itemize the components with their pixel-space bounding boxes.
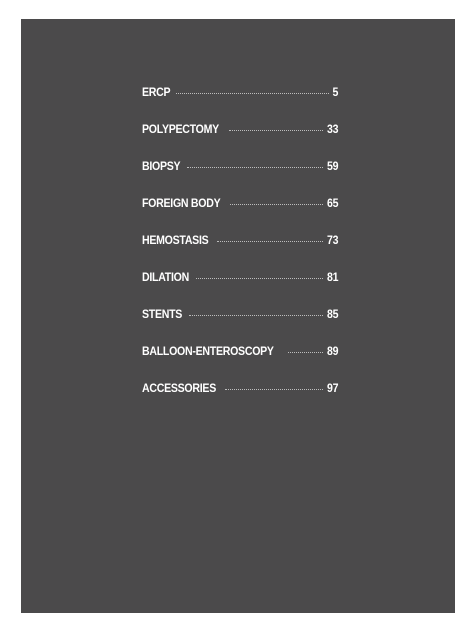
toc-entry-title: FOREIGN BODY [142,198,221,210]
toc-entry-foreign-body[interactable] [142,198,338,235]
toc-entry-title: HEMOSTASIS [142,235,209,247]
toc-entry-page-number: 85 [326,309,338,321]
toc-entry-accessories[interactable] [142,383,338,420]
toc-dot-leader [288,352,323,353]
toc-dot-leader [225,389,322,390]
toc-entry-page-number: 59 [326,161,338,173]
toc-entry-page-number: 65 [326,198,338,210]
toc-entry-page-number: 81 [326,272,338,284]
toc-entry-balloon-enteroscopy[interactable] [142,346,338,383]
toc-entry-page-number: 33 [326,124,338,136]
toc-entry-biopsy[interactable] [142,161,338,198]
toc-entry-title: ERCP [142,87,171,99]
toc-entry-page-number: 89 [326,346,338,358]
table-of-contents [142,87,338,420]
toc-entry-page-number: 97 [326,383,338,395]
toc-entry-title: DILATION [142,272,189,284]
toc-entry-title: POLYPECTOMY [142,124,219,136]
toc-entry-polypectomy[interactable] [142,124,338,161]
toc-entry-ercp[interactable] [142,87,338,124]
toc-entry-page-number: 73 [326,235,338,247]
toc-dot-leader [196,278,323,279]
toc-dot-leader [229,130,323,131]
toc-dot-leader [189,315,323,316]
toc-dot-leader [176,93,329,94]
toc-entry-title: BALLOON-ENTEROSCOPY [142,346,274,358]
toc-dot-leader [217,241,323,242]
toc-entry-title: ACCESSORIES [142,383,216,395]
toc-dot-leader [187,167,323,168]
toc-entry-title: BIOPSY [142,161,181,173]
toc-entry-title: STENTS [142,309,183,321]
toc-page [21,19,455,613]
toc-dot-leader [230,204,323,205]
toc-entry-dilation[interactable] [142,272,338,309]
toc-entry-stents[interactable] [142,309,338,346]
toc-entry-page-number: 5 [332,87,338,99]
toc-entry-hemostasis[interactable] [142,235,338,272]
